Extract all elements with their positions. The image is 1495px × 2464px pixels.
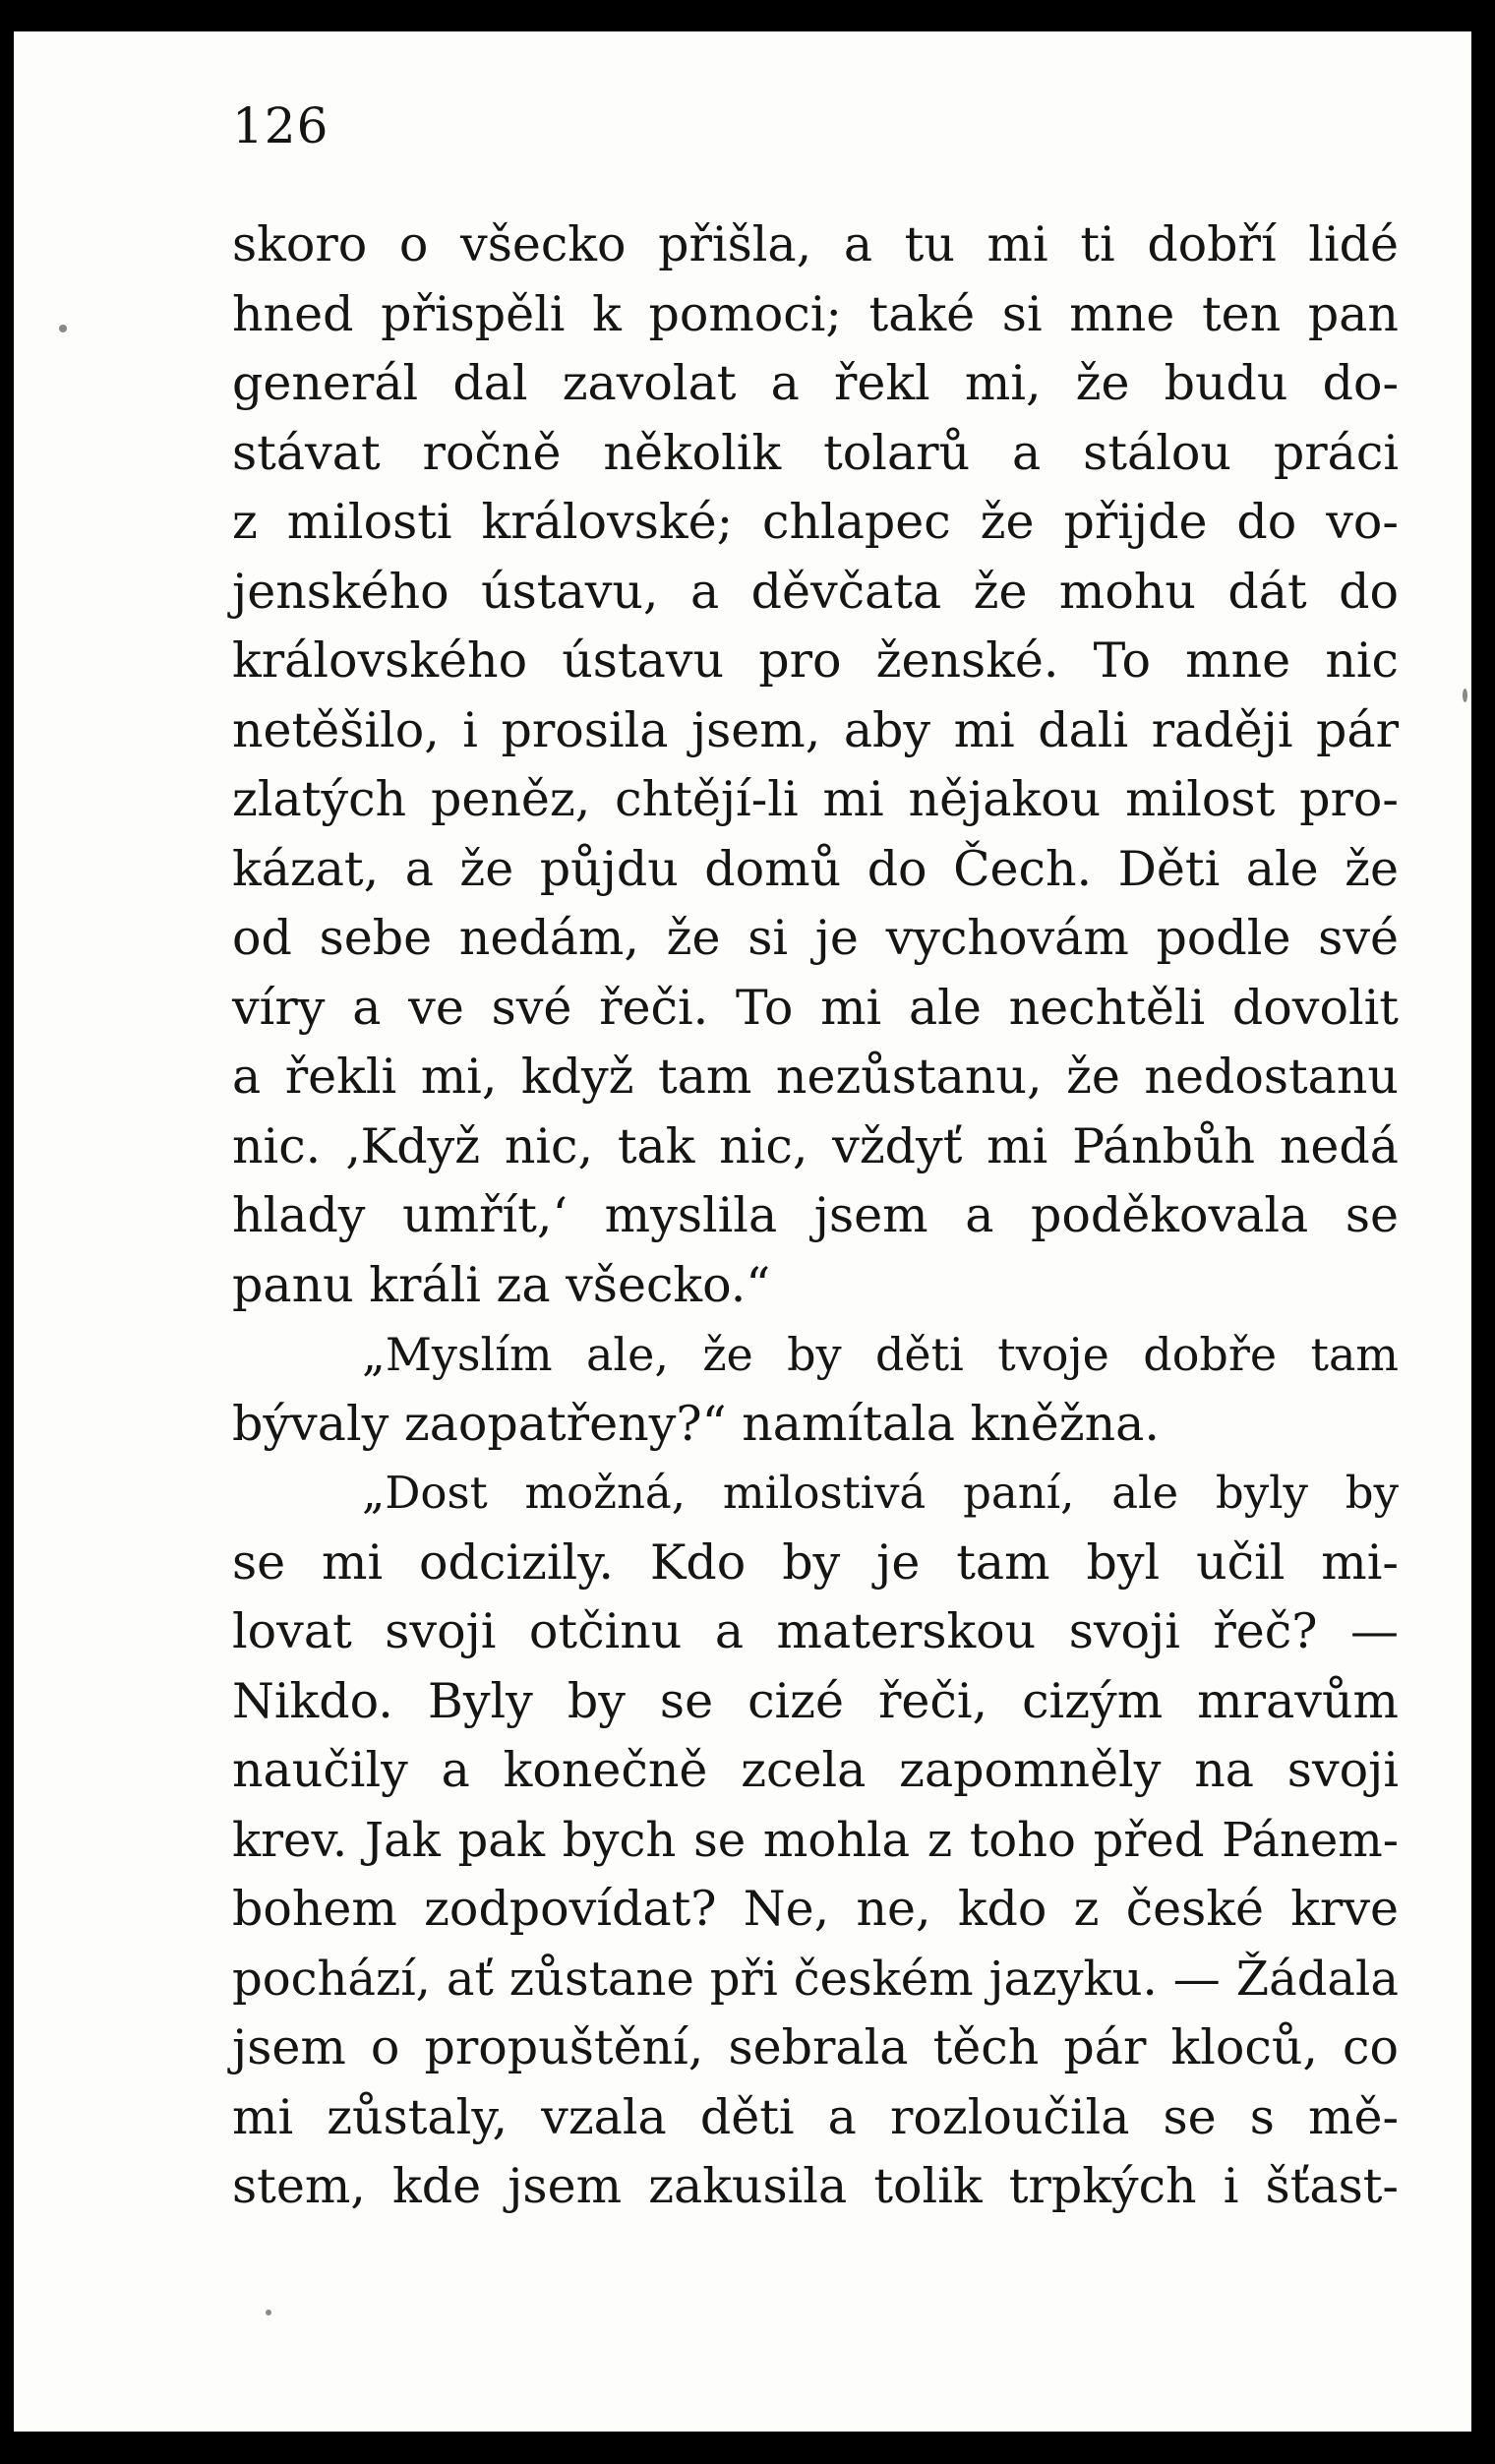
text-line: od sebe nedám, že si je vychovám podle své [232,910,1399,966]
text-line: stávat ročně několik tolarů a stálou práci [232,424,1399,481]
print-speck [1463,689,1467,702]
text-line: a řekli mi, když tam nezůstanu, že nedostanu [232,1049,1399,1105]
print-speck [59,325,67,332]
text-line: „Myslím ale, že by děti tvoje dobře tam [362,1328,1399,1381]
print-speck [266,2310,271,2315]
text-line: mi zůstaly, vzala děti a rozloučila se s mě- [232,2088,1399,2145]
text-line: zlatých peněz, chtějí-li mi nějakou milost pro- [232,771,1399,827]
text-line: z milosti královské; chlapec že přijde do vo- [232,494,1399,550]
scan-border-right [1471,0,1495,2464]
text-line: „Dost možná, milostivá paní, ale byly by [362,1467,1399,1519]
text-line: pochází, ať zůstane při českém jazyku. — Žádala [232,1951,1399,2007]
text-line: bývaly zaopatřeny?“ namítala kněžna. [232,1395,1160,1452]
text-line: lovat svoji otčinu a materskou svoji řeč? — [232,1603,1399,1659]
text-line: královského ústavu pro ženské. To mne nic [232,632,1399,689]
text-line: naučily a konečně zcela zapomněly na svoji [232,1742,1399,1798]
text-line: hned přispěli k pomoci; také si mne ten pan [232,285,1399,342]
text-line: generál dal zavolat a řekl mi, že budu do- [232,355,1399,411]
text-line: netěšilo, i prosila jsem, aby mi dali raději pár [232,701,1399,758]
text-line: hlady umřít,‘ myslila jsem a poděkovala se [232,1187,1399,1243]
text-line: krev. Jak pak bych se mohla z toho před Pánem- [232,1812,1399,1868]
text-line: se mi odcizily. Kdo by je tam byl učil mi- [232,1533,1399,1591]
text-line: kázat, a že půjdu domů do Čech. Děti ale že [232,840,1399,897]
text-line: nic. ‚Když nic, tak nic, vždyť mi Pánbůh nedá [232,1117,1399,1174]
text-line: bohem zodpovídat? Ne, ne, kdo z české krve [232,1881,1399,1937]
text-line: Nikdo. Byly by se cizé řeči, cizým mravům [232,1672,1399,1729]
text-line: panu králi za všecko.“ [232,1256,771,1313]
scan-border-left [0,0,14,2464]
text-line: skoro o všecko přišla, a tu mi ti dobří lidé [232,216,1399,272]
text-line: víry a ve své řeči. To mi ale nechtěli dovolit [232,979,1399,1036]
text-line: jenského ústavu, a děvčata že mohu dát do [232,563,1399,620]
text-line: jsem o propuštění, sebrala těch pár kloců, co [232,2019,1399,2075]
page-number: 126 [232,97,329,154]
body-text [232,210,1399,2222]
text-line: stem, kde jsem zakusila tolik trpkých i šťast- [232,2158,1399,2214]
